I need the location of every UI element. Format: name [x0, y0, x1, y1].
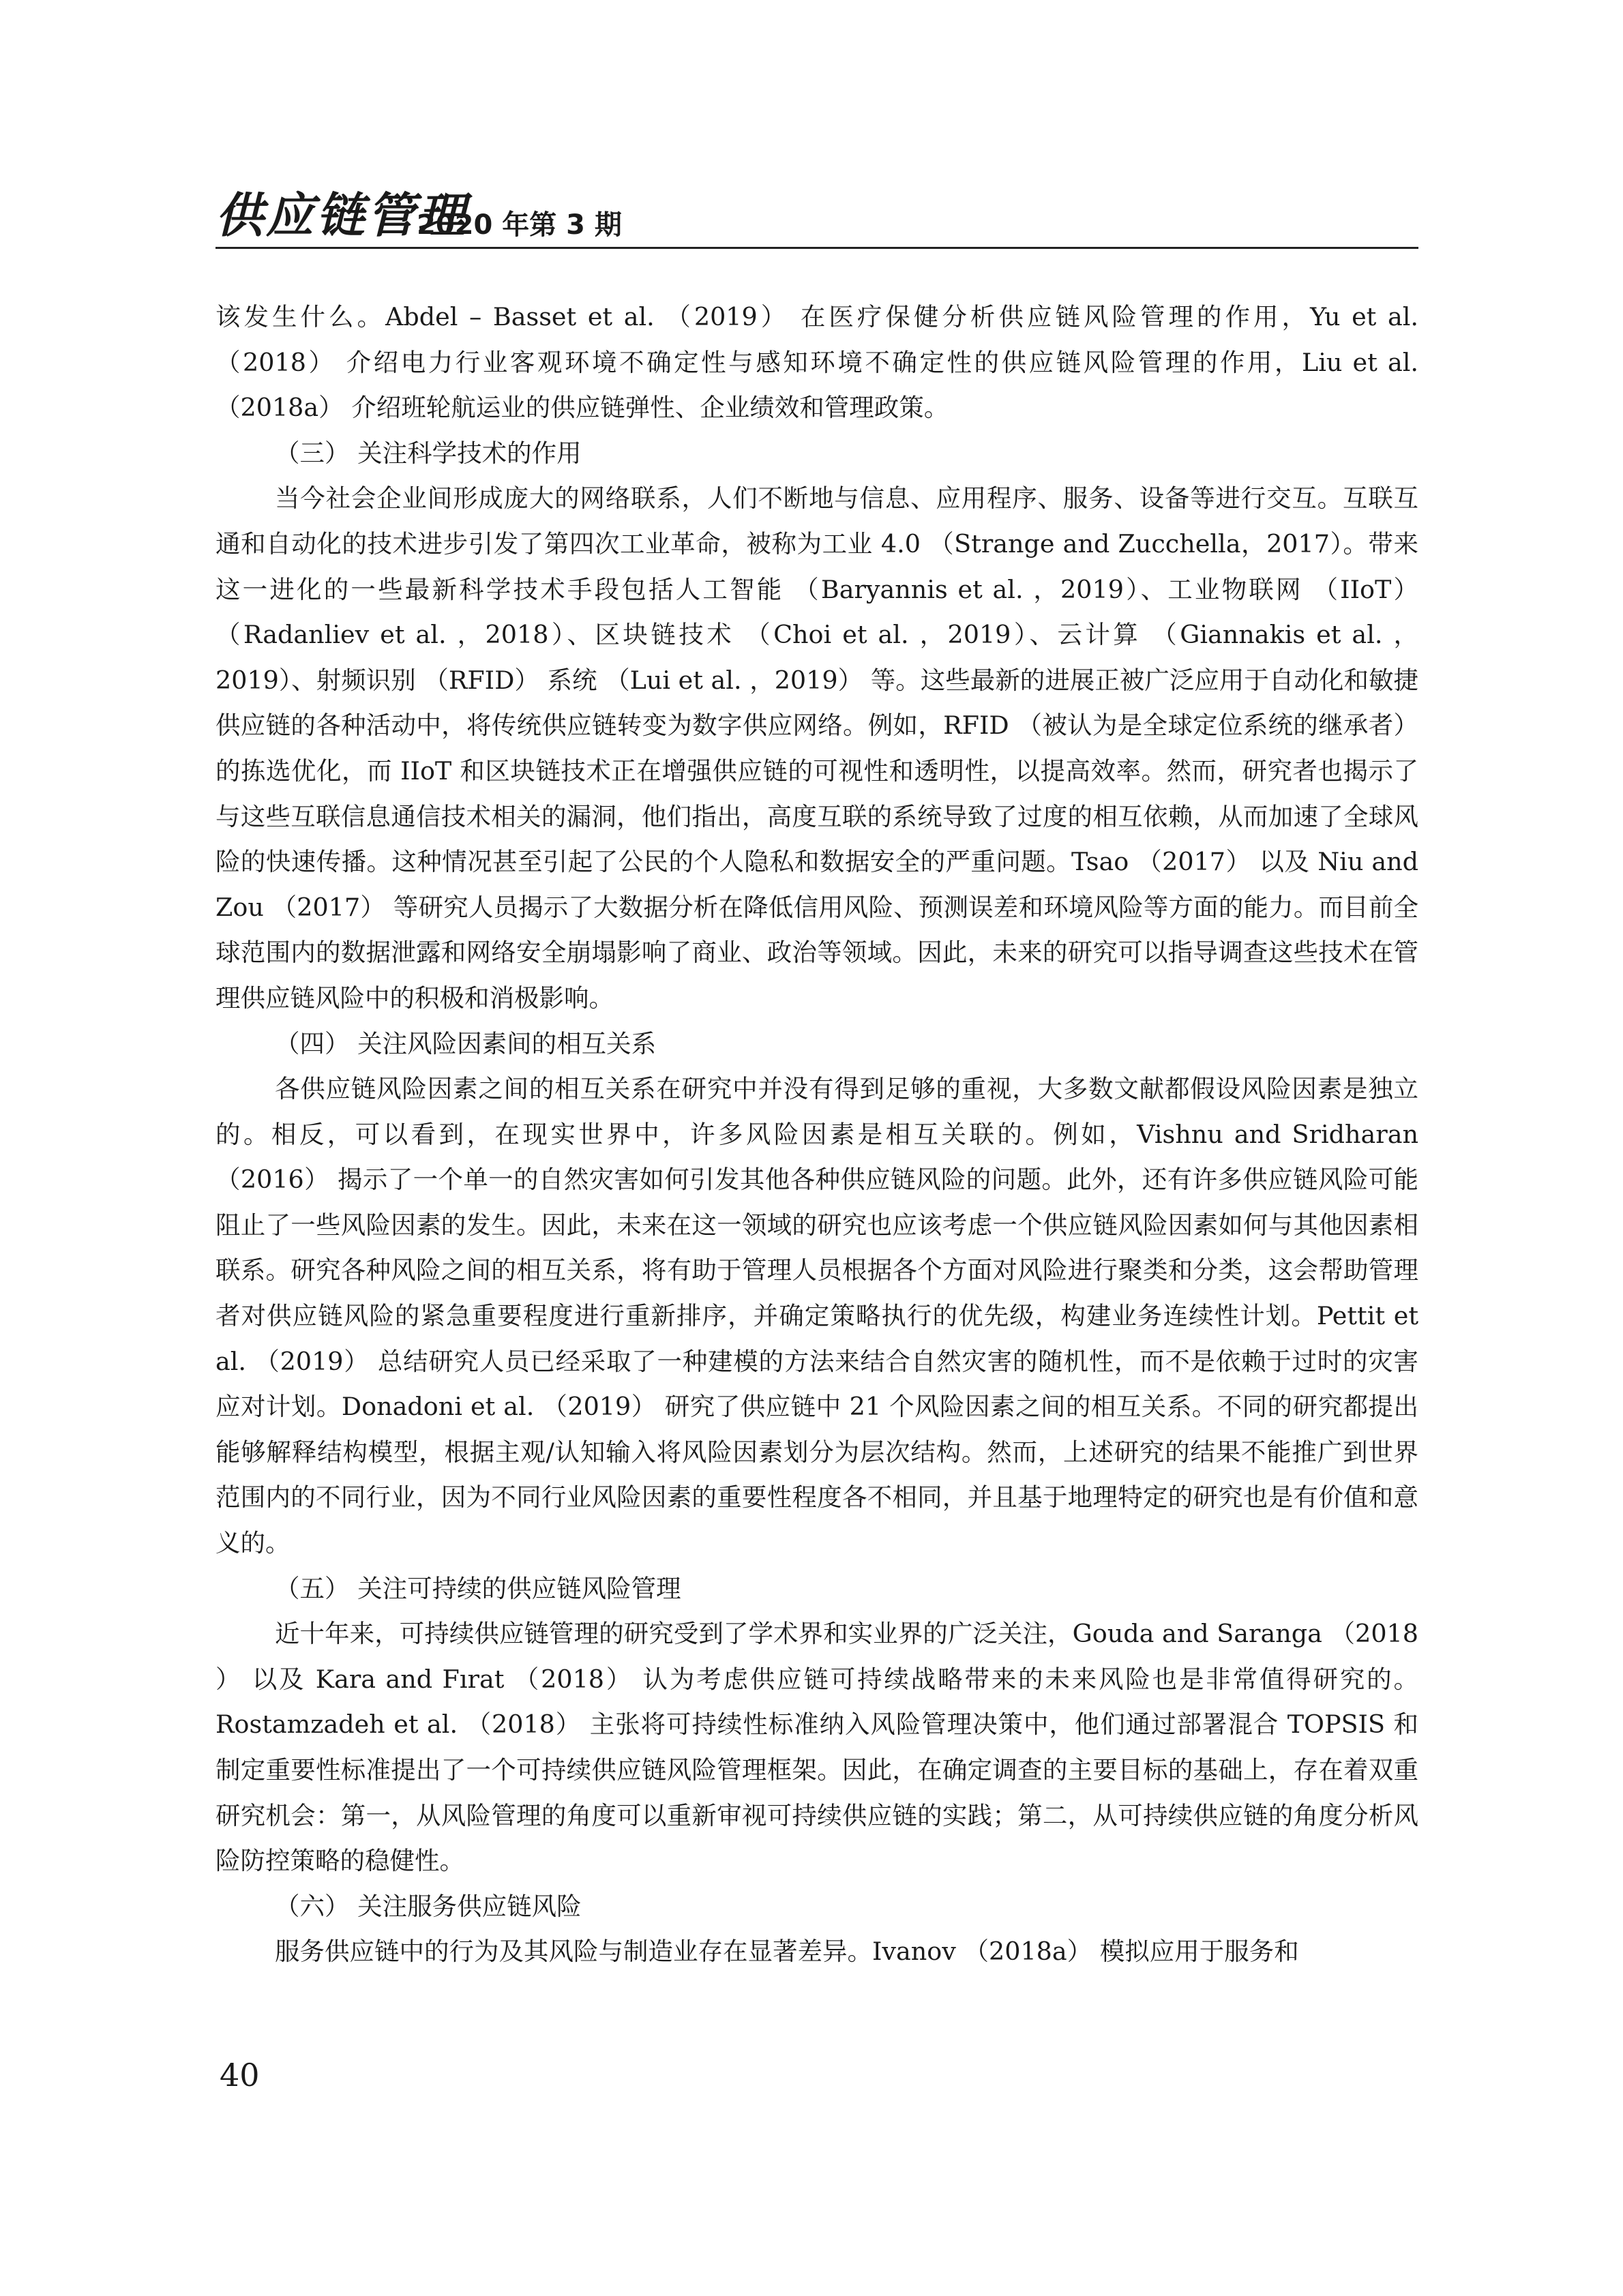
section-heading-6: （六） 关注服务供应链风险 — [275, 1891, 582, 1921]
paragraph-continued: 该发生什么。Abdel – Basset et al. （2019） 在医疗保健分析供应链风险管理的作用，Yu et al. （2018） 介绍电力行业客观环境不确定性与感知环境不确定性的供应链风险管理的作用，Liu et al. （2018a） 介绍班轮航运业的供应链弹性、企业绩效和管理政策。 — [215, 302, 1418, 423]
running-header — [215, 176, 1418, 249]
article-body — [215, 295, 1418, 1975]
journal-name: 供应链管理 — [215, 187, 468, 243]
paragraph-sustainability: 近十年来，可持续供应链管理的研究受到了学术界和实业界的广泛关注，Gouda and Saranga （2018 ） 以及 Kara and Fırat （2018） 认为考虑供应链可持续战略带来的未来风险也是非常值得研究的。Rostamzadeh et al. （2018） 主张将可持续性标准纳入风险管理决策中，他们通过部署混合 TOPSIS 和制定重要性标准提出了一个可持续供应链风险管理框架。因此，在确定调查的主要目标的基础上，存在着双重研究机会：第一，从风险管理的角度可以重新审视可持续供应链的实践；第二，从可持续供应链的角度分析风险防控策略的稳健性。 — [215, 1619, 1418, 1876]
issue-label: 2020 年第 3 期 — [417, 209, 622, 241]
paragraph-technology: 当今社会企业间形成庞大的网络联系，人们不断地与信息、应用程序、服务、设备等进行交互。互联互通和自动化的技术进步引发了第四次工业革命，被称为工业 4.0 （Strange and Zucchella，2017）。带来这一进化的一些最新科学技术手段包括人工智能 （Baryannis et al. ，2019）、工业物联网 （IIoT） （Radanliev et al. ，2018）、区块链技术 （Choi et al. ，2019）、云计算 （Giannakis et al. ，2019）、射频识别 （RFID） 系统 （Lui et al. ，2019） 等。这些最新的进展正被广泛应用于自动化和敏捷供应链的各种活动中，将传统供应链转变为数字供应网络。例如，RFID （被认为是全球定位系统的继承者） 的拣选优化，而 IIoT 和区块链技术正在增强供应链的可视性和透明性，以提高效率。然而，研究者也揭示了与这些互联信息通信技术相关的漏洞，他们指出，高度互联的系统导致了过度的相互依赖，从而加速了全球风险的快速传播。这种情况甚至引起了公民的个人隐私和数据安全的严重问题。Tsao （2017） 以及 Niu and Zou （2017） 等研究人员揭示了大数据分析在降低信用风险、预测误差和环境风险等方面的能力。而目前全球范围内的数据泄露和网络安全崩塌影响了商业、政治等领域。因此，未来的研究可以指导调查这些技术在管理供应链风险中的积极和消极影响。 — [215, 483, 1418, 1013]
section-heading-3: （三） 关注科学技术的作用 — [275, 438, 582, 468]
paragraph-services: 服务供应链中的行为及其风险与制造业存在显著差异。Ivanov （2018a） 模拟应用于服务和 — [275, 1937, 1299, 1967]
page-number: 40 — [220, 2057, 260, 2093]
section-heading-4: （四） 关注风险因素间的相互关系 — [275, 1028, 657, 1058]
paragraph-interrelations: 各供应链风险因素之间的相互关系在研究中并没有得到足够的重视，大多数文献都假设风险因素是独立的。相反，可以看到，在现实世界中，许多风险因素是相互关联的。例如，Vishnu and Sridharan （2016） 揭示了一个单一的自然灾害如何引发其他各种供应链风险的问题。此外，还有许多供应链风险可能阻止了一些风险因素的发生。因此，未来在这一领域的研究也应该考虑一个供应链风险因素如何与其他因素相联系。研究各种风险之间的相互关系，将有助于管理人员根据各个方面对风险进行聚类和分类，这会帮助管理者对供应链风险的紧急重要程度进行重新排序，并确定策略执行的优先级，构建业务连续性计划。Pettit et al. （2019） 总结研究人员已经采取了一种建模的方法来结合自然灾害的随机性，而不是依赖于过时的灾害应对计划。Donadoni et al. （2019） 研究了供应链中 21 个风险因素之间的相互关系。不同的研究都提出能够解释结构模型，根据主观/认知输入将风险因素划分为层次结构。然而，上述研究的结果不能推广到世界范围内的不同行业，因为不同行业风险因素的重要性程度各不相同，并且基于地理特定的研究也是有价值和意义的。 — [215, 1074, 1418, 1558]
section-heading-5: （五） 关注可持续的供应链风险管理 — [275, 1573, 681, 1603]
